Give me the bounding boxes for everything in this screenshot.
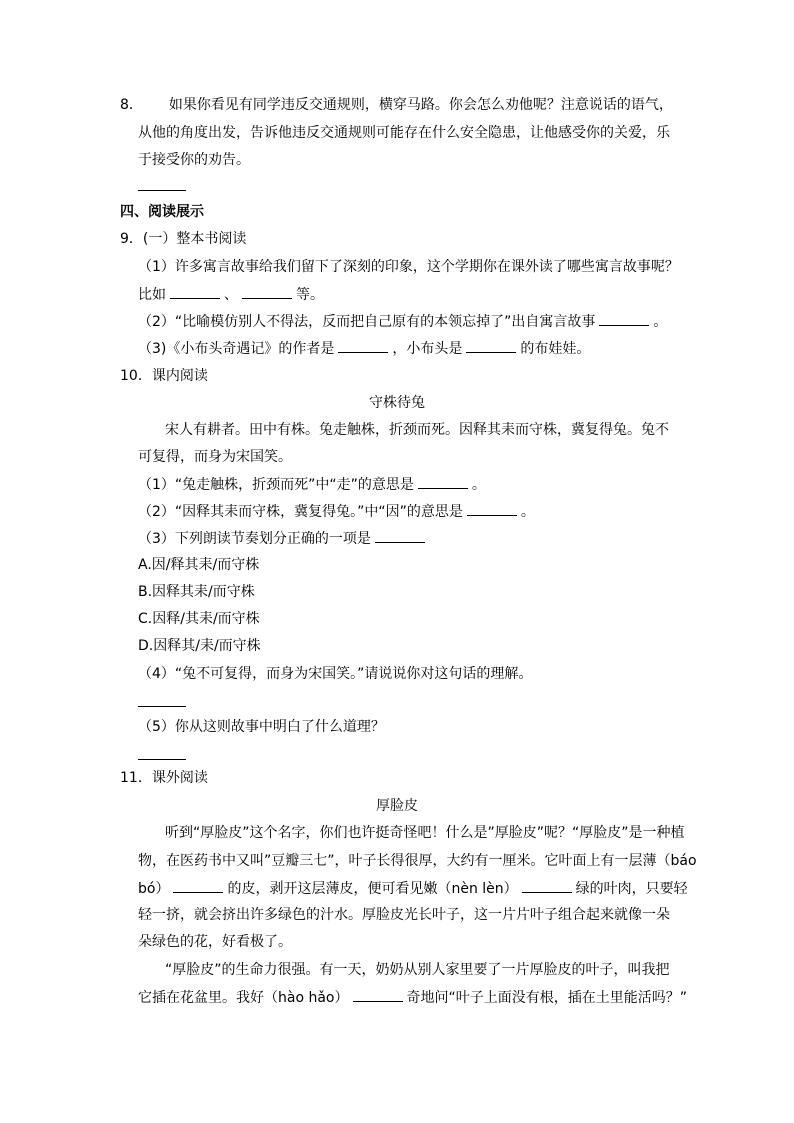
q8-line3: 于接受你的劝告。 <box>138 152 250 168</box>
q9-p3 <box>138 338 590 359</box>
q10-option-d[interactable]: D.因释其/耒/而守株 <box>138 638 261 654</box>
q10-p1 <box>138 474 486 495</box>
q9-p3-text-a: （3)《小布头奇遇记》的作者是 <box>138 341 335 357</box>
q11-para1-line2: 物，在医药书中又叫”豆瓣三七”，叶子长得很厚，大约有一厘米。它叶面上有一层薄（báo <box>138 853 697 869</box>
q11-para1-line4: 轻一挤，就会挤出许多绿色的汁水。厚脸皮光长叶子，这一片片叶子组合起来就像一朵 <box>138 907 670 923</box>
q10-p4: （4）“兔不可复得，而身为宋国笑。”请说说你对这句话的理解。 <box>138 666 533 682</box>
q11-blank-1[interactable] <box>173 878 223 893</box>
q11-para1-line3 <box>138 878 688 899</box>
q11-para2-text-b: 奇地问“叶子上面没有根，插在土里能活吗？” <box>406 990 688 1006</box>
q10-blank-2[interactable] <box>467 501 517 516</box>
q8-number: 8． <box>120 97 143 113</box>
q8-text-line1: 如果你看见有同学违反交通规则，横穿马路。你会怎么劝他呢？注意说话的语气， <box>168 97 673 113</box>
q11-para2-line2 <box>138 987 687 1008</box>
q10-passage-title: 守株待兔 <box>369 395 425 411</box>
q11-header: 11．课外阅读 <box>120 770 208 786</box>
q9-blank-3[interactable] <box>599 311 649 326</box>
q9-p1-text-c: 等。 <box>296 287 324 303</box>
q10-text-line2: 可复得，而身为宋国笑。 <box>138 449 292 465</box>
q11-para1-line5: 朵绿色的花，好看极了。 <box>138 934 292 950</box>
q9-blank-5[interactable] <box>466 338 516 353</box>
section4-title: 四、阅读展示 <box>120 204 204 220</box>
q8-line2: 从他的角度出发，告诉他违反交通规则可能存在什么安全隐患，让他感受你的关爱，乐 <box>138 125 670 141</box>
q11-passage-title: 厚脸皮 <box>376 798 418 814</box>
q11-text-a: bó） <box>138 881 170 897</box>
q11-para2-text-a: 它插在花盆里。我好（hào hǎo） <box>138 990 349 1006</box>
q11-text-b: 的皮，剥开这层薄皮，便可看见嫩（nèn lèn） <box>227 881 518 897</box>
q9-header: 9．(一）整本书阅读 <box>120 231 247 247</box>
q11-para2-line1: “厚脸皮”的生命力很强。有一天，奶奶从别人家里要了一片厚脸皮的叶子，叫我把 <box>165 962 670 978</box>
q9-p2 <box>138 311 667 332</box>
q9-blank-2[interactable] <box>242 284 292 299</box>
q10-p1-text-a: （1）“兔走触株，折颈而死”中“走”的意思是 <box>138 477 414 493</box>
q11-blank-2[interactable] <box>522 878 572 893</box>
q9-p1-line1: （1）许多寓言故事给我们留下了深刻的印象，这个学期你在课外读了哪些寓言故事呢？ <box>138 259 679 275</box>
q10-blank-1[interactable] <box>418 474 468 489</box>
q8-line1 <box>120 95 673 115</box>
q10-option-b[interactable]: B.因释其耒/而守株 <box>138 584 255 600</box>
q11-text-c: 绿的叶肉，只要轻 <box>575 881 688 897</box>
q9-p1-text-b: 、 <box>224 287 238 303</box>
q10-p3 <box>138 528 429 549</box>
q10-blank-3[interactable] <box>375 528 425 543</box>
q10-header: 10．课内阅读 <box>120 368 208 384</box>
q10-p2 <box>138 501 535 522</box>
q9-blank-1[interactable] <box>170 284 220 299</box>
q8-answer-blank[interactable] <box>138 189 186 191</box>
q9-p2-text-b: 。 <box>653 314 668 330</box>
q10-p2-text-a: （2）“因释其耒而守株，冀复得兔。”中“因”的意思是 <box>138 504 463 520</box>
q10-option-a[interactable]: A.因/释其耒/而守株 <box>138 557 260 573</box>
q10-p4-answer-blank[interactable] <box>138 705 186 707</box>
q10-option-c[interactable]: C.因释/其耒/而守株 <box>138 611 260 627</box>
q11-para1-line1: 听到“厚脸皮”这个名字，你们也许挺奇怪吧！什么是”厚脸皮”呢？“厚脸皮”是一种植 <box>165 825 685 841</box>
q10-p1-text-b: 。 <box>471 477 486 493</box>
q10-text-line1: 宋人有耕者。田中有株。兔走触株，折颈而死。因释其耒而守株，冀复得兔。兔不 <box>165 422 669 438</box>
q9-p3-text-c: 的布娃娃。 <box>520 341 591 357</box>
q10-p3-text: （3）下列朗读节奏划分正确的一项是 <box>138 531 371 547</box>
q11-blank-3[interactable] <box>353 987 403 1002</box>
q9-p2-text-a: （2）“比喻模仿别人不得法，反而把自己原有的本领忘掉了”出自寓言故事 <box>138 314 596 330</box>
q10-p2-text-b: 。 <box>520 504 535 520</box>
q9-p1-text-a: 比如 <box>138 287 166 303</box>
q10-p5-answer-blank[interactable] <box>138 758 186 760</box>
q9-blank-4[interactable] <box>338 338 388 353</box>
q9-p3-text-b: ，小布头是 <box>392 341 463 357</box>
q10-p5: （5）你从这则故事中明白了什么道理？ <box>138 719 385 735</box>
q9-p1-line2 <box>138 284 324 305</box>
